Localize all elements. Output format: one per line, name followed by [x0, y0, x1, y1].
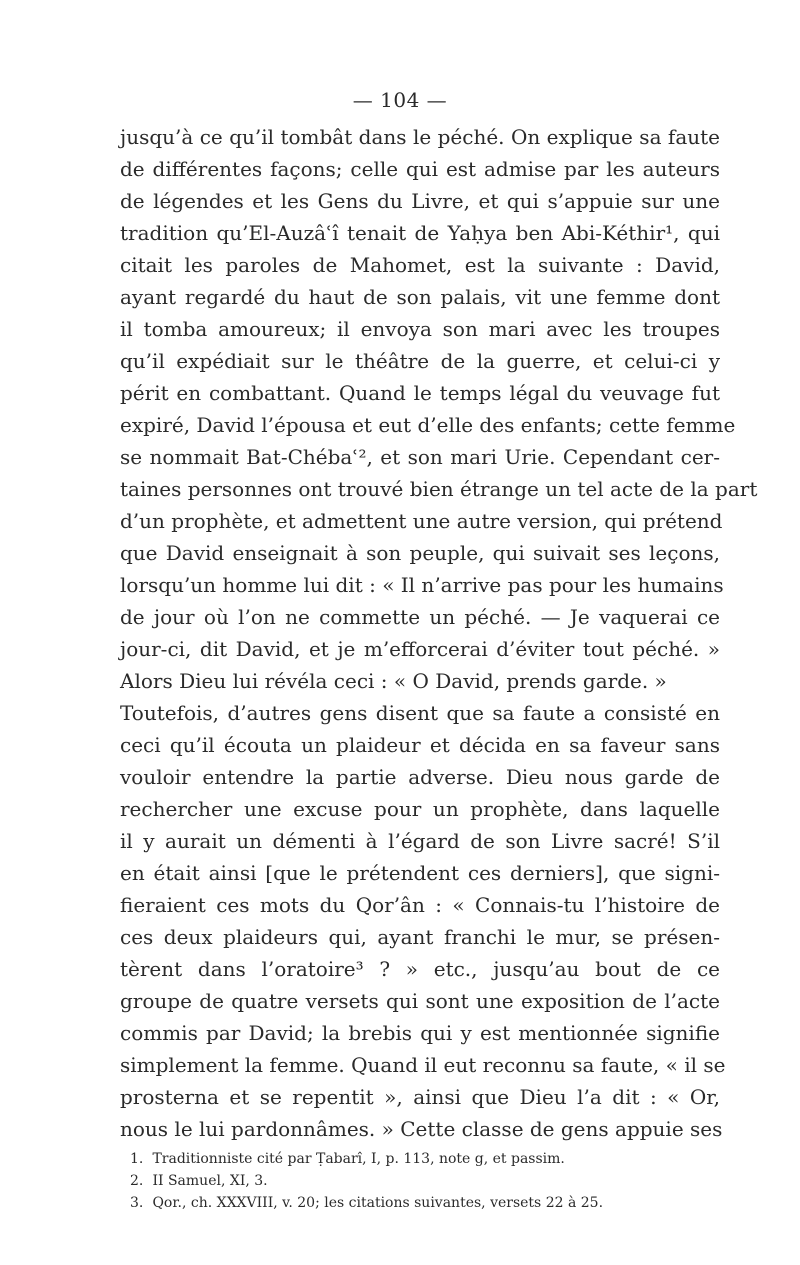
- text-line: Toutefois, d’autres gens disent que sa faute a consisté en: [120, 701, 720, 725]
- text-line: simplement la femme. Quand il eut reconnu sa faute, « il se: [120, 1053, 726, 1077]
- text-line: ayant regardé du haut de son palais, vit une femme dont: [120, 285, 720, 309]
- main-text: [120, 121, 758, 1145]
- text-line: tradition qu’El-Auzâʿî tenait de Yaḥya ben Abi-Kéthir¹, qui: [120, 221, 720, 245]
- text-line: lorsqu’un homme lui dit : « Il n’arrive pas pour les humains: [120, 573, 724, 597]
- text-line: de jour où l’on ne commette un péché. — Je vaquerai ce: [120, 605, 720, 629]
- text-line: d’un prophète, et admettent une autre version, qui prétend: [120, 509, 723, 533]
- footnote-text: Traditionniste cité par Ṭabarî, I, p. 113, note g, et passim.: [152, 1151, 565, 1167]
- text-line: vouloir entendre la partie adverse. Dieu nous garde de: [120, 765, 720, 789]
- footnote: [130, 1148, 720, 1170]
- text-line: de légendes et les Gens du Livre, et qui s’appuie sur une: [120, 189, 720, 213]
- text-line: ceci qu’il écouta un plaideur et décida en sa faveur sans: [120, 733, 720, 757]
- text-line: que David enseignait à son peuple, qui suivait ses leçons,: [120, 541, 720, 565]
- footnote-text: Qor., ch. XXXVIII, v. 20; les citations suivantes, versets 22 à 25.: [152, 1195, 604, 1211]
- text-line: taines personnes ont trouvé bien étrange un tel acte de la part: [120, 477, 758, 501]
- footnote-text: II Samuel, XI, 3.: [152, 1173, 268, 1189]
- text-line: rechercher une excuse pour un prophète, dans laquelle: [120, 797, 720, 821]
- footnote: [130, 1170, 720, 1192]
- text-line: fieraient ces mots du Qor’ân : « Connais-tu l’histoire de: [120, 893, 720, 917]
- text-line: se nommait Bat-Chébaʿ², et son mari Urie. Cependant cer-: [120, 445, 720, 469]
- text-line: prosterna et se repentit », ainsi que Dieu l’a dit : « Or,: [120, 1085, 720, 1109]
- text-line: périt en combattant. Quand le temps légal du veuvage fut: [120, 381, 720, 405]
- text-line: nous le lui pardonnâmes. » Cette classe de gens appuie ses: [120, 1117, 723, 1141]
- footnote-number: 1.: [130, 1151, 144, 1167]
- text-line: tèrent dans l’oratoire³ ? » etc., jusqu’au bout de ce: [120, 957, 720, 981]
- footnotes: [130, 1148, 720, 1214]
- text-line: Alors Dieu lui révéla ceci : « O David, prends garde. »: [120, 669, 667, 693]
- footnote: [130, 1192, 720, 1214]
- text-line: groupe de quatre versets qui sont une exposition de l’acte: [120, 989, 720, 1013]
- text-line: citait les paroles de Mahomet, est la suivante : David,: [120, 253, 720, 277]
- text-line: jour-ci, dit David, et je m’efforcerai d’éviter tout péché. »: [120, 637, 720, 661]
- text-line: jusqu’à ce qu’il tombât dans le péché. On explique sa faute: [120, 125, 720, 149]
- text-line: de différentes façons; celle qui est admise par les auteurs: [120, 157, 720, 181]
- text-line: en était ainsi [que le prétendent ces derniers], que signi-: [120, 861, 720, 885]
- footnote-number: 3.: [130, 1195, 144, 1211]
- text-line: commis par David; la brebis qui y est mentionnée signifie: [120, 1021, 720, 1045]
- footnote-number: 2.: [130, 1173, 144, 1189]
- page-number: — 104 —: [352, 88, 448, 112]
- text-line: il tomba amoureux; il envoya son mari avec les troupes: [120, 317, 720, 341]
- text-line: ces deux plaideurs qui, ayant franchi le mur, se présen-: [120, 925, 720, 949]
- text-line: qu’il expédiait sur le théâtre de la guerre, et celui-ci y: [120, 349, 720, 373]
- text-line: il y aurait un démenti à l’égard de son Livre sacré! S’il: [120, 829, 720, 853]
- text-line: expiré, David l’épousa et eut d’elle des enfants; cette femme: [120, 413, 736, 437]
